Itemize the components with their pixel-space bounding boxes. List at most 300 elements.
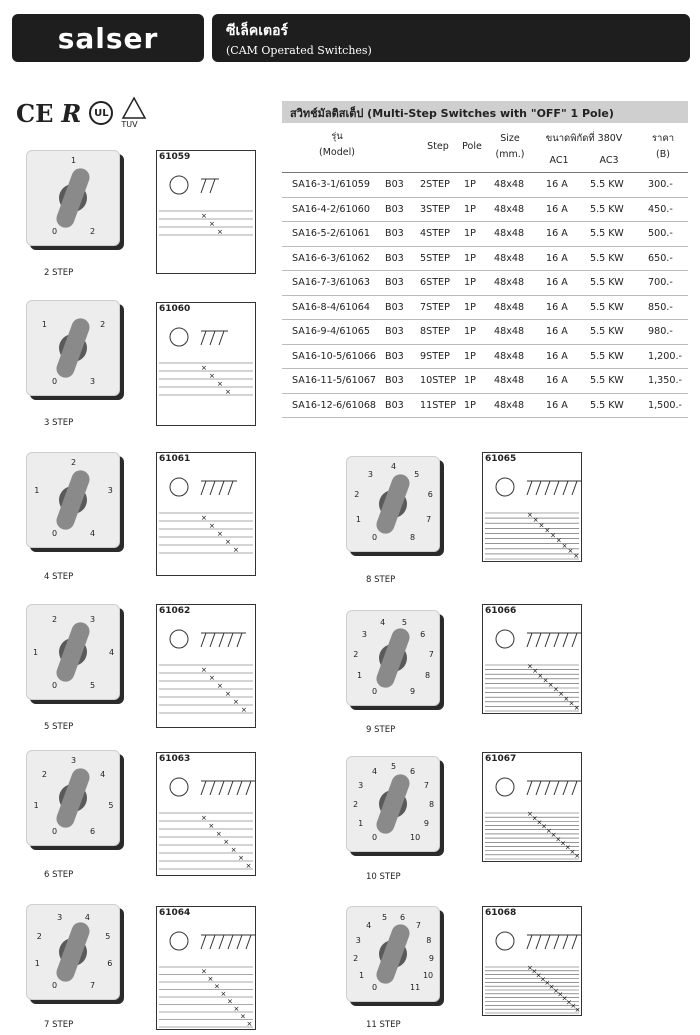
step-label: 11 STEP	[366, 1020, 401, 1030]
diagram-graphic	[483, 617, 581, 713]
dial-number: 3	[361, 629, 367, 639]
cell-model: SA16-7-3/61063	[292, 277, 370, 288]
header-size-unit: (mm.)	[495, 149, 525, 160]
page-header	[212, 14, 690, 62]
dial-number: 0	[52, 980, 58, 990]
contact-symbol-icon	[554, 633, 563, 647]
dial-symbol-icon	[496, 630, 514, 648]
cell-code: B03	[385, 277, 404, 288]
cell-ac3: 5.5 KW	[590, 252, 624, 264]
cell-ac1: 16 A	[546, 277, 568, 288]
x-mark-icon: ×	[573, 704, 580, 712]
x-mark-icon: ×	[544, 526, 551, 535]
x-mark-icon: ×	[573, 552, 580, 560]
cam-switch-image	[26, 150, 120, 246]
cell-step: 5STEP	[420, 252, 450, 264]
dial-number: 3	[90, 376, 96, 386]
x-mark-icon: ×	[574, 852, 581, 860]
cell-size: 48x48	[494, 252, 525, 264]
table-row	[282, 198, 688, 223]
contact-symbol-icon	[527, 781, 536, 795]
dial-number: 5	[108, 800, 114, 810]
cell-ac1: 16 A	[546, 252, 568, 264]
x-mark-icon: ×	[558, 690, 565, 699]
dial-number: 0	[372, 982, 378, 992]
contact-symbol-icon	[563, 633, 572, 647]
dial-number: 4	[391, 462, 397, 471]
cell-ac1: 16 A	[546, 179, 568, 190]
dial-number: 2	[353, 800, 359, 809]
cell-size: 48x48	[494, 399, 525, 411]
contact-symbol-icon	[527, 935, 536, 949]
x-mark-icon: ×	[217, 530, 223, 538]
x-mark-icon: ×	[245, 862, 252, 870]
x-mark-icon: ×	[547, 681, 554, 689]
cell-code: B03	[385, 375, 404, 386]
contact-symbol-icon	[201, 179, 210, 193]
diagram-code: 61059	[159, 152, 191, 162]
dial-number: 10	[422, 970, 434, 980]
x-mark-icon: ×	[527, 662, 533, 671]
cell-model: SA16-11-5/61067	[292, 375, 377, 386]
x-mark-icon: ×	[541, 822, 548, 831]
cell-ac1: 16 A	[546, 399, 568, 411]
diagram-graphic	[483, 765, 581, 861]
contact-symbol-icon	[210, 781, 219, 795]
cell-ac3: 5.5 KW	[590, 399, 624, 411]
header-ac3: AC3	[599, 155, 619, 166]
x-mark-icon: ×	[540, 975, 546, 984]
x-mark-icon: ×	[545, 826, 552, 835]
dial-number: 7	[423, 781, 429, 790]
cell-price: 700.-	[648, 277, 673, 288]
x-mark-icon: ×	[238, 854, 245, 862]
dial-number: 1	[33, 648, 39, 657]
dial-number: 5	[105, 931, 111, 941]
dial-number: 2	[52, 615, 58, 625]
contact-symbol-icon	[201, 935, 210, 949]
contact-symbol-icon	[536, 781, 545, 795]
x-mark-icon: ×	[207, 975, 214, 983]
x-mark-icon: ×	[561, 994, 568, 1003]
x-mark-icon: ×	[209, 674, 215, 682]
header-price-thai: ราคา	[651, 133, 675, 144]
dial-number: 8	[429, 800, 435, 809]
x-mark-icon: ×	[230, 846, 237, 854]
dial-number: 6	[410, 767, 416, 777]
cell-model: SA16-5-2/61061	[292, 228, 370, 239]
table-row	[282, 247, 688, 272]
dial-number: 5	[401, 617, 407, 627]
x-mark-icon: ×	[225, 538, 231, 546]
x-mark-icon: ×	[563, 694, 570, 703]
dial-symbol-icon	[496, 778, 514, 796]
dial-number: 0	[52, 226, 58, 236]
cell-ac3: 5.5 KW	[590, 301, 624, 313]
dial-number: 5	[391, 762, 397, 771]
dial-number: 9	[428, 953, 434, 963]
cell-price: 500.-	[648, 228, 673, 239]
table-row	[282, 345, 688, 370]
dial-number: 2	[36, 931, 42, 941]
cell-model: SA16-3-1/61059	[292, 179, 370, 190]
dial-number: 1	[34, 486, 40, 496]
table-row	[282, 320, 688, 345]
contact-symbol-icon	[228, 633, 237, 647]
wiring-diagram	[482, 906, 582, 1016]
dial-symbol-icon	[170, 328, 188, 346]
cell-pole: 1P	[464, 399, 476, 411]
dial-number: 9	[423, 819, 429, 828]
page-title-english: (CAM Operated Switches)	[226, 44, 372, 57]
cell-model: SA16-6-3/61062	[292, 252, 370, 264]
cell-size: 48x48	[494, 326, 525, 337]
dial-number: 5	[382, 913, 388, 923]
contact-symbol-icon	[237, 633, 246, 647]
contact-symbol-icon	[563, 935, 572, 949]
x-mark-icon: ×	[557, 990, 564, 999]
dial-number: 8	[424, 671, 431, 681]
cell-ac3: 5.5 KW	[590, 228, 624, 239]
contact-symbol-icon	[219, 935, 228, 949]
x-mark-icon: ×	[555, 536, 562, 545]
x-mark-icon: ×	[209, 220, 215, 228]
diagram-code: 61068	[485, 908, 517, 918]
cell-price: 1,500.-	[648, 399, 682, 411]
wiring-diagram	[156, 604, 256, 728]
dial-number: 4	[109, 648, 115, 657]
diagram-graphic	[157, 919, 255, 1029]
x-mark-icon: ×	[209, 522, 215, 530]
dial-number: 1	[33, 800, 39, 810]
x-mark-icon: ×	[548, 983, 555, 991]
dial-number: 3	[367, 469, 373, 479]
cell-code: B03	[385, 179, 404, 190]
dial-number: 5	[414, 469, 420, 479]
cell-model: SA16-8-4/61064	[292, 301, 370, 313]
cell-ac3: 5.5 KW	[590, 179, 624, 190]
cell-code: B03	[385, 301, 404, 313]
dial-number: 0	[52, 826, 58, 836]
x-mark-icon: ×	[566, 998, 572, 1007]
tuv-mark-icon	[121, 96, 147, 130]
contact-symbol-icon	[201, 781, 210, 795]
header-step: Step	[427, 141, 449, 152]
x-mark-icon: ×	[220, 990, 227, 998]
x-mark-icon: ×	[233, 1005, 240, 1013]
x-mark-icon: ×	[537, 671, 544, 680]
diagram-graphic	[157, 315, 255, 425]
x-mark-icon: ×	[531, 967, 538, 976]
dial-number: 4	[100, 769, 106, 779]
wiring-diagram	[482, 452, 582, 562]
x-mark-icon: ×	[527, 810, 533, 819]
cam-switch-image	[26, 452, 120, 548]
header-pole: Pole	[462, 141, 482, 152]
cell-code: B03	[385, 203, 404, 215]
table-body	[282, 173, 688, 418]
step-label: 8 STEP	[366, 575, 396, 585]
x-mark-icon: ×	[225, 690, 231, 698]
diagram-code: 61061	[159, 454, 191, 464]
dial-number: 3	[107, 486, 113, 496]
dial-number: 8	[426, 935, 432, 945]
cam-switch-image	[346, 456, 440, 552]
contact-symbol-icon	[536, 481, 545, 495]
x-mark-icon: ×	[553, 685, 559, 694]
ce-mark-icon: CE	[16, 98, 54, 128]
diagram-graphic	[157, 163, 255, 273]
page-title-thai: ซีเล็คเตอร์	[226, 23, 289, 39]
dial-number: 3	[57, 912, 63, 922]
x-mark-icon: ×	[201, 364, 207, 372]
cell-step: 7STEP	[420, 301, 450, 313]
table-row	[282, 369, 688, 394]
dial-number: 7	[90, 980, 96, 990]
diagram-graphic	[157, 465, 255, 575]
table-row	[282, 271, 688, 296]
dial-symbol-icon	[170, 778, 188, 796]
cell-size: 48x48	[494, 277, 525, 288]
cell-price: 980.-	[648, 326, 673, 337]
diagram-graphic	[157, 765, 255, 875]
x-mark-icon: ×	[241, 706, 247, 714]
cell-size: 48x48	[494, 375, 525, 386]
dial-symbol-icon	[170, 176, 188, 194]
x-mark-icon: ×	[201, 666, 207, 674]
diagram-code: 61066	[485, 606, 517, 616]
x-mark-icon: ×	[536, 818, 543, 827]
dial-number: 1	[71, 156, 77, 165]
dial-number: 2	[100, 319, 106, 329]
dial-number: 2	[353, 649, 359, 659]
dial-number: 7	[415, 921, 421, 931]
dial-symbol-icon	[170, 478, 188, 496]
contact-symbol-icon	[545, 935, 554, 949]
x-mark-icon: ×	[201, 212, 207, 220]
cell-pole: 1P	[464, 375, 476, 386]
x-mark-icon: ×	[217, 682, 223, 690]
cell-code: B03	[385, 399, 404, 411]
table-title: สวิทช์มัลติสเต็ป (Multi-Step Switches with "OFF" 1 Pole)	[282, 101, 688, 123]
cell-pole: 1P	[464, 301, 476, 313]
header-model-thai: รุ่น	[331, 131, 343, 142]
header-rating: ขนาดพิกัดที่ 380V	[545, 133, 623, 144]
cell-price: 1,350.-	[648, 375, 682, 386]
x-mark-icon: ×	[569, 847, 576, 856]
contact-symbol-icon	[219, 331, 228, 345]
dial-number: 1	[358, 819, 364, 828]
wiring-diagram	[482, 604, 582, 714]
dial-number: 2	[41, 769, 47, 779]
x-mark-icon: ×	[574, 1006, 581, 1014]
dial-number: 3	[355, 935, 361, 945]
cell-code: B03	[385, 228, 404, 239]
dial-number: 1	[41, 319, 47, 329]
x-mark-icon: ×	[550, 831, 557, 840]
x-mark-icon: ×	[532, 516, 539, 525]
dial-number: 6	[427, 490, 433, 500]
dial-number: 10	[410, 832, 421, 842]
header-size: Size	[500, 133, 520, 144]
cam-switch-image	[26, 604, 120, 700]
brand-name: salser	[57, 21, 159, 55]
cell-ac3: 5.5 KW	[590, 277, 624, 288]
dial-number: 0	[52, 528, 58, 538]
x-mark-icon: ×	[567, 546, 574, 555]
x-mark-icon: ×	[233, 546, 239, 554]
step-label: 6 STEP	[44, 870, 74, 880]
step-label: 2 STEP	[44, 268, 74, 278]
wiring-diagram	[156, 752, 256, 876]
cell-code: B03	[385, 326, 404, 337]
cell-code: B03	[385, 252, 404, 264]
diagram-code: 61065	[485, 454, 517, 464]
cell-step: 10STEP	[420, 375, 457, 386]
x-mark-icon: ×	[538, 521, 545, 530]
cell-pole: 1P	[464, 179, 476, 190]
contact-symbol-icon	[545, 781, 554, 795]
dial-number: 11	[410, 982, 421, 992]
contact-symbol-icon	[201, 633, 210, 647]
cam-switch-image	[26, 904, 120, 1000]
dial-number: 0	[372, 532, 378, 542]
cell-ac3: 5.5 KW	[590, 350, 624, 362]
x-mark-icon: ×	[532, 667, 539, 676]
cell-model: SA16-9-4/61065	[292, 326, 370, 337]
cell-pole: 1P	[464, 350, 476, 362]
x-mark-icon: ×	[240, 1012, 246, 1021]
dial-number: 0	[372, 832, 378, 842]
contact-symbol-icon	[527, 481, 536, 495]
contact-symbol-icon	[554, 935, 563, 949]
x-mark-icon: ×	[215, 830, 222, 838]
contact-symbol-icon	[210, 935, 219, 949]
dial-number: 6	[399, 913, 406, 923]
step-label: 9 STEP	[366, 725, 396, 735]
x-mark-icon: ×	[201, 967, 207, 976]
cell-pole: 1P	[464, 203, 476, 215]
dial-number: 4	[372, 767, 378, 777]
contact-symbol-icon	[219, 633, 228, 647]
cell-model: SA16-12-6/61068	[292, 399, 377, 411]
x-mark-icon: ×	[553, 986, 559, 995]
dial-number: 7	[426, 514, 432, 524]
contact-symbol-icon	[228, 935, 237, 949]
cell-price: 300.-	[648, 179, 673, 190]
dial-number: 4	[366, 921, 372, 931]
x-mark-icon: ×	[233, 698, 239, 706]
dial-number: 2	[71, 458, 77, 467]
cell-pole: 1P	[464, 326, 476, 337]
x-mark-icon: ×	[564, 843, 571, 852]
contact-symbol-icon	[237, 935, 246, 949]
contact-symbol-icon	[210, 331, 219, 345]
table-row	[282, 173, 688, 198]
x-mark-icon: ×	[208, 822, 215, 830]
cell-step: 8STEP	[420, 326, 450, 337]
dial-number: 3	[358, 781, 364, 790]
dial-number: 2	[354, 490, 360, 500]
wiring-diagram	[156, 906, 256, 1030]
cell-size: 48x48	[494, 179, 525, 190]
header-ac1: AC1	[549, 155, 569, 166]
diagram-code: 61067	[485, 754, 517, 764]
x-mark-icon: ×	[225, 388, 231, 396]
table-header	[282, 125, 688, 173]
x-mark-icon: ×	[555, 835, 562, 844]
contact-symbol-icon	[201, 331, 210, 345]
dial-number: 6	[420, 629, 426, 639]
contact-symbol-icon	[572, 481, 581, 495]
x-mark-icon: ×	[201, 514, 207, 522]
contact-symbol-icon	[228, 481, 237, 495]
ul-mark-icon: UL	[89, 101, 113, 125]
cell-size: 48x48	[494, 203, 525, 215]
dial-number: 9	[410, 686, 416, 696]
dial-number: 8	[410, 532, 416, 542]
dial-number: 1	[34, 959, 40, 969]
contact-symbol-icon	[246, 935, 255, 949]
x-mark-icon: ×	[214, 982, 220, 991]
contact-symbol-icon	[536, 935, 545, 949]
cell-price: 650.-	[648, 252, 673, 264]
step-label: 5 STEP	[44, 722, 74, 732]
contact-symbol-icon	[563, 481, 572, 495]
cam-switch-image	[346, 906, 440, 1002]
dial-number: 5	[90, 680, 96, 690]
cell-model: SA16-10-5/61066	[292, 350, 377, 362]
contact-symbol-icon	[219, 481, 228, 495]
cell-model: SA16-4-2/61060	[292, 203, 370, 215]
x-mark-icon: ×	[223, 838, 230, 846]
x-mark-icon: ×	[217, 380, 223, 388]
cell-size: 48x48	[494, 350, 525, 362]
wiring-diagram	[156, 452, 256, 576]
cell-step: 6STEP	[420, 277, 450, 288]
brand-logo	[12, 14, 204, 62]
contact-symbol-icon	[228, 781, 237, 795]
contact-symbol-icon	[554, 781, 563, 795]
cell-ac3: 5.5 KW	[590, 326, 624, 337]
x-mark-icon: ×	[531, 814, 538, 823]
cam-switch-image	[346, 756, 440, 852]
cell-ac1: 16 A	[546, 203, 568, 215]
diagram-code: 61063	[159, 754, 191, 764]
cell-size: 48x48	[494, 301, 525, 313]
header-model: (Model)	[319, 147, 355, 158]
diagram-code: 61060	[159, 304, 191, 314]
step-label: 7 STEP	[44, 1020, 74, 1030]
cell-ac1: 16 A	[546, 326, 568, 337]
x-mark-icon: ×	[217, 228, 223, 236]
dial-number: 4	[84, 912, 90, 922]
contact-symbol-icon	[219, 781, 228, 795]
cell-price: 850.-	[648, 301, 673, 313]
dial-number: 2	[90, 226, 96, 236]
dial-number: 0	[52, 376, 58, 386]
dial-number: 4	[380, 617, 386, 627]
x-mark-icon: ×	[527, 511, 533, 520]
contact-symbol-icon	[545, 633, 554, 647]
x-mark-icon: ×	[246, 1020, 253, 1028]
dial-number: 1	[359, 970, 365, 980]
diagram-code: 61062	[159, 606, 191, 616]
dial-number: 4	[90, 528, 96, 538]
x-mark-icon: ×	[527, 963, 533, 972]
table-row	[282, 296, 688, 321]
table-row	[282, 222, 688, 247]
